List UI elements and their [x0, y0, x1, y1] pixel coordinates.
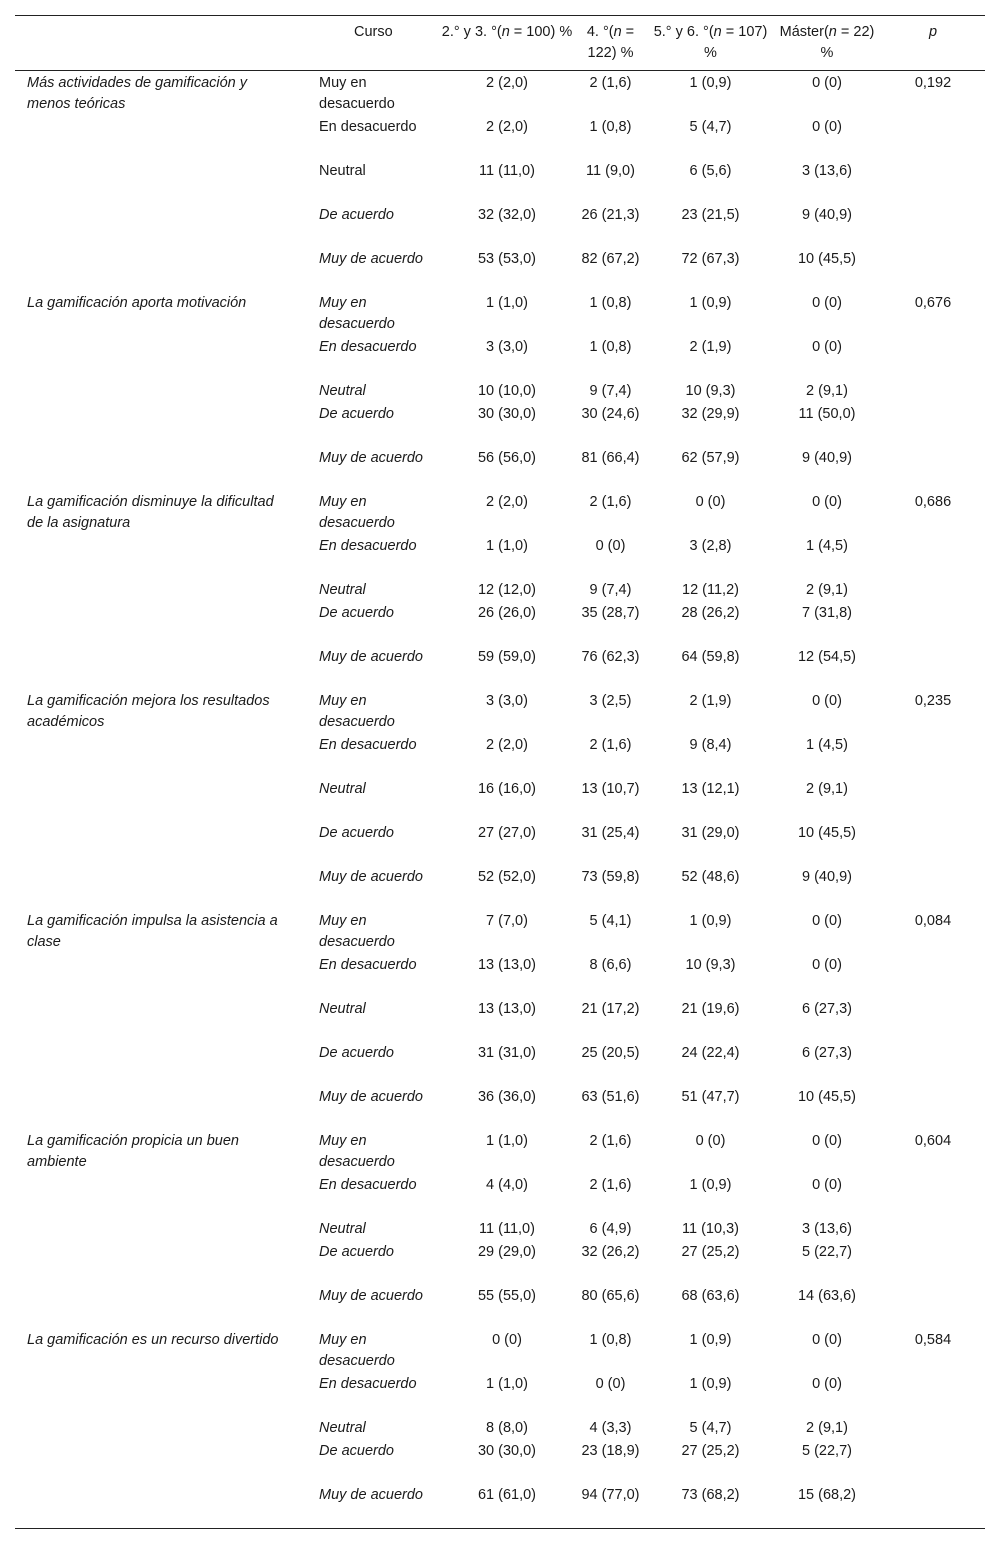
item-empty	[15, 579, 311, 602]
value-4: 8 (6,6)	[589, 957, 632, 973]
p-empty	[881, 866, 985, 910]
value-4: 3 (2,5)	[589, 693, 632, 709]
item-empty	[15, 248, 311, 292]
value-5-6: 13 (12,1)	[681, 781, 740, 797]
value-5-6: 10 (9,3)	[685, 383, 736, 399]
p-empty	[881, 734, 985, 778]
value-master: 0 (0)	[812, 1133, 842, 1149]
value-master: 0 (0)	[812, 1177, 842, 1193]
value-master: 2 (9,1)	[806, 383, 848, 399]
table-row	[15, 1329, 985, 1373]
p-empty	[881, 822, 985, 866]
value-2-3: 30 (30,0)	[477, 1443, 537, 1459]
value-2-3: 3 (3,0)	[486, 693, 528, 709]
item-label: La gamificación impulsa la asistencia a clase	[27, 913, 278, 950]
value-2-3: 26 (26,0)	[477, 605, 537, 621]
p-empty	[881, 1174, 985, 1218]
item-empty	[15, 447, 311, 491]
value-5-6: 52 (48,6)	[681, 869, 740, 885]
value-master: 2 (9,1)	[806, 1420, 848, 1436]
value-5-6: 0 (0)	[695, 1133, 726, 1149]
response-label: Muy en desacuerdo	[319, 693, 395, 730]
item-empty	[15, 646, 311, 690]
item-empty	[15, 535, 311, 579]
value-2-3: 3 (3,0)	[486, 339, 528, 355]
value-master: 7 (31,8)	[802, 605, 852, 621]
header-master: Máster(n = 22) %	[773, 16, 881, 71]
item-empty	[15, 822, 311, 866]
header-row	[15, 16, 985, 71]
value-5-6: 68 (63,6)	[681, 1288, 740, 1304]
response-label: En desacuerdo	[319, 119, 417, 135]
p-empty	[881, 1086, 985, 1130]
table-row	[15, 778, 985, 822]
value-4: 1 (0,8)	[589, 295, 632, 311]
p-empty	[881, 204, 985, 248]
response-label: En desacuerdo	[319, 1376, 417, 1392]
p-value: 0,084	[914, 913, 952, 929]
value-4: 0 (0)	[595, 1376, 626, 1392]
value-2-3: 1 (1,0)	[486, 1376, 528, 1392]
item-empty	[15, 336, 311, 380]
value-5-6: 23 (21,5)	[681, 207, 740, 223]
value-2-3: 2 (2,0)	[486, 119, 528, 135]
header-5-6: 5.° y 6. °(n = 107) %	[648, 16, 773, 71]
response-label: De acuerdo	[319, 1244, 394, 1260]
p-empty	[881, 954, 985, 998]
response-label: Muy en desacuerdo	[319, 913, 395, 950]
response-label: Muy de acuerdo	[319, 251, 423, 267]
value-4: 1 (0,8)	[589, 339, 632, 355]
value-master: 15 (68,2)	[797, 1487, 857, 1503]
value-4: 1 (0,8)	[589, 1332, 632, 1348]
table-row	[15, 160, 985, 204]
value-master: 9 (40,9)	[802, 450, 852, 466]
table-row	[15, 447, 985, 491]
response-label: Neutral	[319, 582, 366, 598]
response-label: Muy de acuerdo	[319, 450, 423, 466]
value-master: 10 (45,5)	[797, 1089, 857, 1105]
value-4: 32 (26,2)	[581, 1244, 640, 1260]
table-row	[15, 292, 985, 336]
table-row	[15, 690, 985, 734]
item-empty	[15, 734, 311, 778]
value-5-6: 1 (0,9)	[689, 1177, 732, 1193]
item-empty	[15, 1484, 311, 1529]
p-empty	[881, 1373, 985, 1417]
p-empty	[881, 646, 985, 690]
item-empty	[15, 1042, 311, 1086]
response-label: Neutral	[319, 1001, 366, 1017]
value-5-6: 5 (4,7)	[689, 119, 732, 135]
value-4: 5 (4,1)	[589, 913, 632, 929]
response-label: Muy en desacuerdo	[319, 1332, 395, 1369]
table-row	[15, 1086, 985, 1130]
value-5-6: 10 (9,3)	[685, 957, 736, 973]
value-5-6: 6 (5,6)	[689, 163, 732, 179]
value-2-3: 2 (2,0)	[486, 494, 528, 510]
item-label: La gamificación propicia un buen ambiente	[27, 1133, 239, 1170]
item-label: La gamificación mejora los resultados académicos	[27, 693, 270, 730]
p-empty	[881, 579, 985, 602]
table-row	[15, 1042, 985, 1086]
item-empty	[15, 1086, 311, 1130]
response-label: Muy de acuerdo	[319, 649, 423, 665]
value-master: 0 (0)	[812, 295, 842, 311]
value-4: 30 (24,6)	[581, 406, 640, 422]
p-empty	[881, 1241, 985, 1285]
value-5-6: 1 (0,9)	[689, 295, 732, 311]
value-5-6: 1 (0,9)	[689, 913, 732, 929]
value-4: 9 (7,4)	[589, 383, 632, 399]
value-2-3: 11 (11,0)	[479, 1221, 535, 1237]
response-label: Muy en desacuerdo	[319, 494, 395, 531]
item-empty	[15, 778, 311, 822]
response-label: Neutral	[319, 1221, 366, 1237]
response-label: Muy en desacuerdo	[319, 1133, 395, 1170]
value-4: 13 (10,7)	[581, 781, 640, 797]
value-4: 76 (62,3)	[581, 649, 640, 665]
value-master: 0 (0)	[812, 1332, 842, 1348]
value-master: 12 (54,5)	[797, 649, 857, 665]
value-master: 5 (22,7)	[802, 1443, 852, 1459]
item-empty	[15, 160, 311, 204]
value-2-3: 29 (29,0)	[477, 1244, 537, 1260]
value-master: 5 (22,7)	[802, 1244, 852, 1260]
p-empty	[881, 1218, 985, 1241]
value-5-6: 62 (57,9)	[681, 450, 740, 466]
value-5-6: 31 (29,0)	[681, 825, 740, 841]
value-5-6: 21 (19,6)	[681, 1001, 740, 1017]
item-empty	[15, 1241, 311, 1285]
value-master: 0 (0)	[812, 1376, 842, 1392]
value-4: 82 (67,2)	[581, 251, 640, 267]
response-label: Neutral	[319, 163, 366, 179]
value-4: 63 (51,6)	[581, 1089, 640, 1105]
value-master: 1 (4,5)	[806, 737, 848, 753]
header-2-3: 2.° y 3. °(n = 100) %	[441, 16, 573, 71]
p-empty	[881, 380, 985, 403]
value-5-6: 32 (29,9)	[681, 406, 740, 422]
value-master: 1 (4,5)	[806, 538, 848, 554]
value-4: 31 (25,4)	[581, 825, 640, 841]
response-label: De acuerdo	[319, 1443, 394, 1459]
p-empty	[881, 116, 985, 160]
table-row	[15, 1130, 985, 1174]
item-empty	[15, 1417, 311, 1440]
table-row	[15, 954, 985, 998]
value-5-6: 72 (67,3)	[681, 251, 740, 267]
header-p	[881, 16, 985, 71]
value-2-3: 12 (12,0)	[477, 582, 537, 598]
value-master: 9 (40,9)	[802, 207, 852, 223]
value-master: 0 (0)	[812, 913, 842, 929]
response-label: En desacuerdo	[319, 339, 417, 355]
value-4: 9 (7,4)	[589, 582, 632, 598]
response-label: En desacuerdo	[319, 538, 417, 554]
value-4: 21 (17,2)	[581, 1001, 640, 1017]
value-2-3: 16 (16,0)	[477, 781, 537, 797]
value-5-6: 24 (22,4)	[681, 1045, 740, 1061]
item-label: La gamificación disminuye la dificultad de la asignatura	[27, 494, 274, 531]
table-row	[15, 491, 985, 535]
value-master: 11 (50,0)	[798, 406, 856, 422]
survey-results-table	[15, 15, 985, 1529]
p-value: 0,686	[914, 494, 952, 510]
table-row	[15, 403, 985, 447]
value-2-3: 55 (55,0)	[477, 1288, 537, 1304]
p-value: 0,604	[914, 1133, 952, 1149]
response-label: Neutral	[319, 383, 366, 399]
value-5-6: 5 (4,7)	[689, 1420, 732, 1436]
response-label: De acuerdo	[319, 1045, 394, 1061]
table-row	[15, 822, 985, 866]
value-4: 4 (3,3)	[589, 1420, 632, 1436]
value-master: 2 (9,1)	[806, 781, 848, 797]
table-row	[15, 1440, 985, 1484]
value-4: 81 (66,4)	[581, 450, 640, 466]
value-4: 26 (21,3)	[581, 207, 640, 223]
table-row	[15, 535, 985, 579]
value-2-3: 32 (32,0)	[477, 207, 537, 223]
table-row	[15, 602, 985, 646]
p-empty	[881, 336, 985, 380]
p-empty	[881, 160, 985, 204]
value-2-3: 53 (53,0)	[477, 251, 537, 267]
table-row	[15, 1373, 985, 1417]
table-row	[15, 1218, 985, 1241]
value-master: 0 (0)	[812, 957, 842, 973]
value-2-3: 13 (13,0)	[477, 1001, 537, 1017]
table-row	[15, 116, 985, 160]
item-empty	[15, 380, 311, 403]
table-row	[15, 380, 985, 403]
item-empty	[15, 1285, 311, 1329]
response-label: En desacuerdo	[319, 957, 417, 973]
value-2-3: 8 (8,0)	[486, 1420, 528, 1436]
value-4: 73 (59,8)	[581, 869, 640, 885]
value-4: 2 (1,6)	[589, 494, 632, 510]
response-label: Muy en desacuerdo	[319, 295, 395, 332]
response-label: Neutral	[319, 1420, 366, 1436]
p-empty	[881, 1440, 985, 1484]
value-master: 0 (0)	[812, 339, 842, 355]
item-empty	[15, 1174, 311, 1218]
item-label: La gamificación aporta motivación	[27, 295, 247, 311]
value-2-3: 61 (61,0)	[477, 1487, 537, 1503]
item-empty	[15, 204, 311, 248]
item-empty	[15, 1218, 311, 1241]
value-master: 9 (40,9)	[802, 869, 852, 885]
table-row	[15, 1484, 985, 1529]
item-empty	[15, 866, 311, 910]
table-row	[15, 998, 985, 1042]
value-4: 25 (20,5)	[581, 1045, 640, 1061]
value-5-6: 1 (0,9)	[689, 1332, 732, 1348]
value-5-6: 1 (0,9)	[689, 1376, 732, 1392]
value-4: 2 (1,6)	[589, 75, 632, 91]
value-2-3: 36 (36,0)	[477, 1089, 537, 1105]
value-master: 6 (27,3)	[802, 1045, 852, 1061]
response-label: Muy de acuerdo	[319, 1089, 423, 1105]
value-5-6: 73 (68,2)	[681, 1487, 740, 1503]
value-master: 6 (27,3)	[802, 1001, 852, 1017]
p-empty	[881, 535, 985, 579]
value-5-6: 27 (25,2)	[681, 1443, 740, 1459]
value-2-3: 4 (4,0)	[486, 1177, 528, 1193]
value-2-3: 2 (2,0)	[486, 737, 528, 753]
value-master: 10 (45,5)	[797, 825, 857, 841]
value-5-6: 3 (2,8)	[689, 538, 732, 554]
value-4: 11 (9,0)	[586, 163, 635, 179]
item-empty	[15, 1440, 311, 1484]
value-2-3: 1 (1,0)	[486, 538, 528, 554]
value-2-3: 11 (11,0)	[479, 163, 535, 179]
p-value: 0,584	[914, 1332, 952, 1348]
table-row	[15, 734, 985, 778]
value-5-6: 9 (8,4)	[689, 737, 732, 753]
response-label: Muy de acuerdo	[319, 1288, 423, 1304]
item-empty	[15, 602, 311, 646]
value-4: 94 (77,0)	[581, 1487, 640, 1503]
p-value: 0,192	[914, 75, 952, 91]
item-empty	[15, 954, 311, 998]
value-master: 2 (9,1)	[806, 582, 848, 598]
header-curso: Curso	[311, 16, 441, 71]
response-label: En desacuerdo	[319, 1177, 417, 1193]
table-row	[15, 1241, 985, 1285]
table-row	[15, 646, 985, 690]
response-label: Muy de acuerdo	[319, 1487, 423, 1503]
value-5-6: 51 (47,7)	[681, 1089, 740, 1105]
response-label: De acuerdo	[319, 825, 394, 841]
item-label: La gamificación es un recurso divertido	[27, 1332, 279, 1348]
value-5-6: 11 (10,3)	[682, 1221, 739, 1237]
value-2-3: 59 (59,0)	[477, 649, 537, 665]
table-row	[15, 336, 985, 380]
response-label: Muy de acuerdo	[319, 869, 423, 885]
value-4: 80 (65,6)	[581, 1288, 640, 1304]
table-body	[15, 71, 985, 1529]
value-2-3: 1 (1,0)	[486, 1133, 528, 1149]
value-2-3: 56 (56,0)	[477, 450, 537, 466]
value-2-3: 1 (1,0)	[486, 295, 528, 311]
p-empty	[881, 998, 985, 1042]
value-4: 2 (1,6)	[589, 1177, 632, 1193]
response-label: De acuerdo	[319, 207, 394, 223]
value-2-3: 10 (10,0)	[477, 383, 537, 399]
table-row	[15, 579, 985, 602]
value-master: 0 (0)	[812, 693, 842, 709]
value-2-3: 0 (0)	[492, 1332, 522, 1348]
response-label: De acuerdo	[319, 605, 394, 621]
table-row	[15, 910, 985, 954]
value-5-6: 0 (0)	[695, 494, 726, 510]
item-empty	[15, 1373, 311, 1417]
value-4: 1 (0,8)	[589, 119, 632, 135]
value-5-6: 12 (11,2)	[682, 582, 739, 598]
value-master: 14 (63,6)	[797, 1288, 857, 1304]
value-2-3: 52 (52,0)	[477, 869, 537, 885]
table-row	[15, 204, 985, 248]
response-label: De acuerdo	[319, 406, 394, 422]
value-2-3: 7 (7,0)	[486, 913, 528, 929]
item-empty	[15, 116, 311, 160]
value-4: 23 (18,9)	[581, 1443, 640, 1459]
value-4: 35 (28,7)	[581, 605, 640, 621]
value-2-3: 30 (30,0)	[477, 406, 537, 422]
table-row	[15, 1285, 985, 1329]
header-item	[15, 16, 311, 71]
p-empty	[881, 248, 985, 292]
table-row	[15, 1174, 985, 1218]
value-2-3: 27 (27,0)	[477, 825, 537, 841]
p-empty	[881, 602, 985, 646]
value-4: 0 (0)	[595, 538, 626, 554]
item-empty	[15, 403, 311, 447]
value-4: 6 (4,9)	[589, 1221, 632, 1237]
value-master: 3 (13,6)	[802, 1221, 852, 1237]
value-2-3: 2 (2,0)	[486, 75, 528, 91]
value-master: 0 (0)	[812, 119, 842, 135]
response-label: Neutral	[319, 781, 366, 797]
value-5-6: 27 (25,2)	[681, 1244, 740, 1260]
p-empty	[881, 1285, 985, 1329]
response-label: Muy en desacuerdo	[319, 75, 395, 112]
p-value: 0,235	[914, 693, 952, 709]
item-label: Más actividades de gamificación y menos teóricas	[27, 75, 248, 112]
table-row	[15, 866, 985, 910]
value-5-6: 28 (26,2)	[681, 605, 740, 621]
value-5-6: 64 (59,8)	[681, 649, 740, 665]
p-empty	[881, 447, 985, 491]
table-row	[15, 248, 985, 292]
p-empty	[881, 1042, 985, 1086]
value-2-3: 31 (31,0)	[477, 1045, 537, 1061]
value-master: 3 (13,6)	[802, 163, 852, 179]
value-master: 0 (0)	[812, 494, 842, 510]
item-empty	[15, 998, 311, 1042]
value-master: 10 (45,5)	[797, 251, 857, 267]
value-master: 0 (0)	[812, 75, 842, 91]
value-5-6: 2 (1,9)	[689, 339, 732, 355]
header-4: 4. °(n = 122) %	[573, 16, 648, 71]
value-2-3: 13 (13,0)	[477, 957, 537, 973]
value-4: 2 (1,6)	[589, 737, 632, 753]
p-empty	[881, 1417, 985, 1440]
p-empty	[881, 403, 985, 447]
value-4: 2 (1,6)	[589, 1133, 632, 1149]
p-value: 0,676	[914, 295, 952, 311]
response-label: En desacuerdo	[319, 737, 417, 753]
value-5-6: 1 (0,9)	[689, 75, 732, 91]
p-empty	[881, 778, 985, 822]
p-empty	[881, 1484, 985, 1529]
table-row	[15, 1417, 985, 1440]
table-row	[15, 71, 985, 117]
value-5-6: 2 (1,9)	[689, 693, 732, 709]
header-p-label: p	[928, 24, 938, 40]
